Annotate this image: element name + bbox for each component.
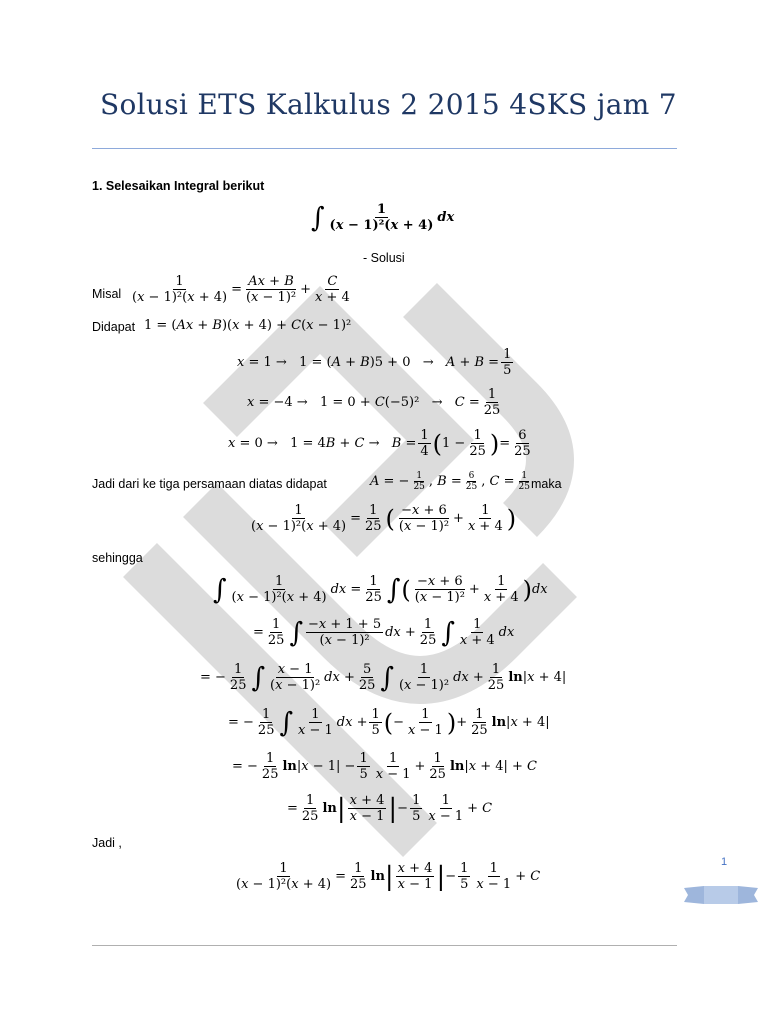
didapat-label: Didapat: [92, 320, 136, 334]
integral-statement: ∫ 1 (x − 1)²(x + 4) dx: [311, 201, 455, 234]
integral-step-3: = − $\frac{1}{25}$ ∫ x − 1 (x − 1)² dx + $\frac{5}{25}$ ∫ 1 (x − 1)² dx + $\frac{1}{25}$ ln|x + 4|: [200, 661, 567, 694]
page-tab-decoration: [684, 884, 758, 906]
jadi-text: Jadi ,: [92, 836, 122, 850]
decomposition-result: $\frac{1}{\text{(x − 1)²(x + 4)}}$ = $\frac{1}{25}$ ( −x + 6 (x − 1)² + $\frac{1}{x + 4}$ ): [251, 503, 517, 534]
substitution-x-1: x = 1 → 1 = (A + B)5 + 0 → A + B = $\frac{1}{5}$: [237, 347, 512, 378]
coefficient-values: A = − $\frac{1}{25}$ , B = $\frac{6}{25}$ , C = $\frac{1}{25}$: [370, 471, 530, 492]
jadi-dari-text: Jadi dari ke tiga persamaan diatas didapat: [92, 477, 327, 491]
partial-fraction-setup: $\frac{1}{\text{(x − 1)²(x + 4)}}$ = $\frac{Ax + B}{\text{(x − 1)²}}$ + $\frac{C}{x + 4}$: [132, 274, 350, 305]
integral-step-4: = − $\frac{1}{25}$ ∫ 1 x − 1 dx + $\frac{1}{5}$ ( − $\frac{1}{x - 1}$ ) + $\frac{1}{25}$ ln|x + 4|: [228, 706, 550, 739]
final-result: $\frac{1}{\text{(x − 1)²(x + 4)}}$ = $\frac{1}{25}$ ln | x + 4 x − 1 | − $\frac{1}{5}$ 1 x − 1 + C: [236, 861, 541, 892]
integral-step-5: = − $\frac{1}{25}$ ln|x − 1| − $\frac{1}{5}$ 1 x − 1 + $\frac{1}{25}$ ln|x + 4| + C: [232, 751, 537, 782]
misal-label: Misal: [92, 287, 122, 301]
substitution-x-minus-4: x = −4 → 1 = 0 + C(−5)² → C = $\frac{1}{25}$: [247, 387, 501, 418]
maka-text: maka: [531, 477, 562, 491]
solution-label: - Solusi: [363, 251, 405, 265]
integral-step-6: = $\frac{1}{25}$ ln | x + 4 x − 1 | − $\frac{1}{5}$ 1 x − 1 + C: [287, 793, 493, 824]
page-number: 1: [721, 856, 728, 868]
sehingga-text: sehingga: [92, 551, 143, 565]
integral-step-2: = $\frac{1}{25}$ ∫ −x + 1 + 5 (x − 1)² dx + $\frac{1}{25}$ ∫ 1 x + 4 dx: [253, 616, 515, 649]
integral-step-1: ∫ 1 (x − 1)²(x + 4) dx = $\frac{1}{25}$ ∫ ( −x + 6 (x − 1)² + $\frac{1}{x + 4}$ ) dx: [213, 573, 548, 606]
substitution-x-0: x = 0 → 1 = 4B + C → B = $\frac{1}{4}$ ( 1 − $\frac{1}{25}$ ) = $\frac{6}{25}$: [228, 428, 531, 459]
question-1-label: 1. Selesaikan Integral berikut: [92, 179, 265, 193]
title-divider: [92, 148, 677, 149]
page-title: Solusi ETS Kalkulus 2 2015 4SKS jam 7: [100, 88, 677, 121]
identity-equation: 1 = (Ax + B)(x + 4) + C(x − 1)²: [144, 318, 352, 333]
footer-divider: [92, 945, 677, 946]
